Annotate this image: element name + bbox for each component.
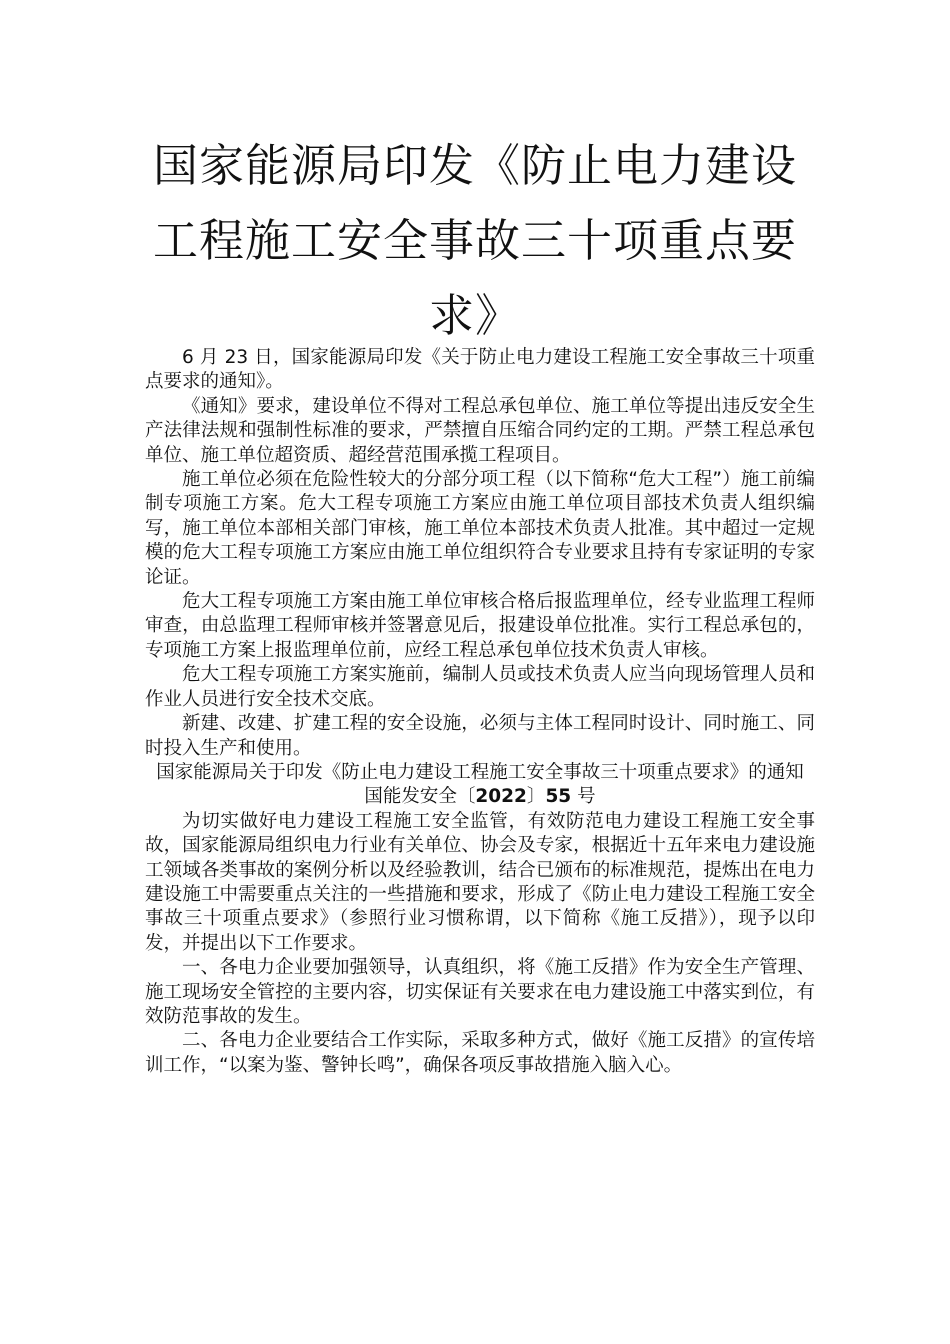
paragraph: 危大工程专项施工方案由施工单位审核合格后报监理单位，经专业监理工程师审查，由总监理工程师审核并签署意见后，报建设单位批准。实行工程总承包的，专项施工方案上报监理单位前，应经工程总承包单位技术负责人审核。 [145, 591, 815, 661]
paragraph: 危大工程专项施工方案实施前，编制人员或技术负责人应当向现场管理人员和作业人员进行安全技术交底。 [145, 664, 815, 710]
notice-paragraph: 一、各电力企业要加强领导，认真组织，将《施工反措》作为安全生产管理、施工现场安全管控的主要内容，切实保证有关要求在电力建设施工中落实到位，有效防范事故的发生。 [145, 957, 815, 1027]
notice-paragraph: 为切实做好电力建设工程施工安全监管，有效防范电力建设工程施工安全事故，国家能源局组织电力行业有关单位、协会及专家，根据近十五年来电力建设施工领域各类事故的案例分析以及经验教训，结合已颁布的标准规范，提炼出在电力建设施工中需要重点关注的一些措施和要求，形成了《防止电力建设工程施工安全事故三十项重点要求》（参照行业习惯称谓，以下简称《施工反措》），现予以印发，并提出以下工作要求。 [145, 810, 815, 954]
document-body [145, 346, 815, 1078]
paragraph: 《通知》要求，建设单位不得对工程总承包单位、施工单位等提出违反安全生产法律法规和强制性标准的要求，严禁擅自压缩合同约定的工期。严禁工程总承包单位、施工单位超资质、超经营范围承揽工程项目。 [145, 395, 815, 466]
document-number-prefix: 国能发安全〔 [364, 786, 476, 808]
document-number-year: 2022 [475, 786, 527, 808]
document-number-mid: 〕 [526, 786, 546, 808]
paragraph: 施工单位必须在危险性较大的分部分项工程（以下简称“危大工程”）施工前编制专项施工方案。危大工程专项施工方案应由施工单位项目部技术负责人组织编写，施工单位本部相关部门审核，施工单位本部技术负责人批准。其中超过一定规模的危大工程专项施工方案应由施工单位组织符合专业要求且持有专家证明的专家论证。 [145, 469, 815, 588]
document-title: 国家能源局印发《防止电力建设工程施工安全事故三十项重点要求》 [152, 139, 797, 342]
document-number-suffix: 号 [571, 786, 596, 808]
notice-paragraph: 二、各电力企业要结合工作实际，采取多种方式，做好《施工反措》的宣传培训工作，“以案为鉴、警钟长鸣”，确保各项反事故措施入脑入心。 [145, 1030, 815, 1076]
notice-title: 国家能源局关于印发《防止电力建设工程施工安全事故三十项重点要求》的通知 [156, 761, 804, 783]
document-number-num: 55 [545, 786, 572, 808]
paragraph: 新建、改建、扩建工程的安全设施，必须与主体工程同时设计、同时施工、同时投入生产和使用。 [145, 713, 815, 759]
document-number [145, 785, 815, 809]
paragraph: 6 月 23 日，国家能源局印发《关于防止电力建设工程施工安全事故三十项重点要求的通知》。 [145, 347, 815, 393]
